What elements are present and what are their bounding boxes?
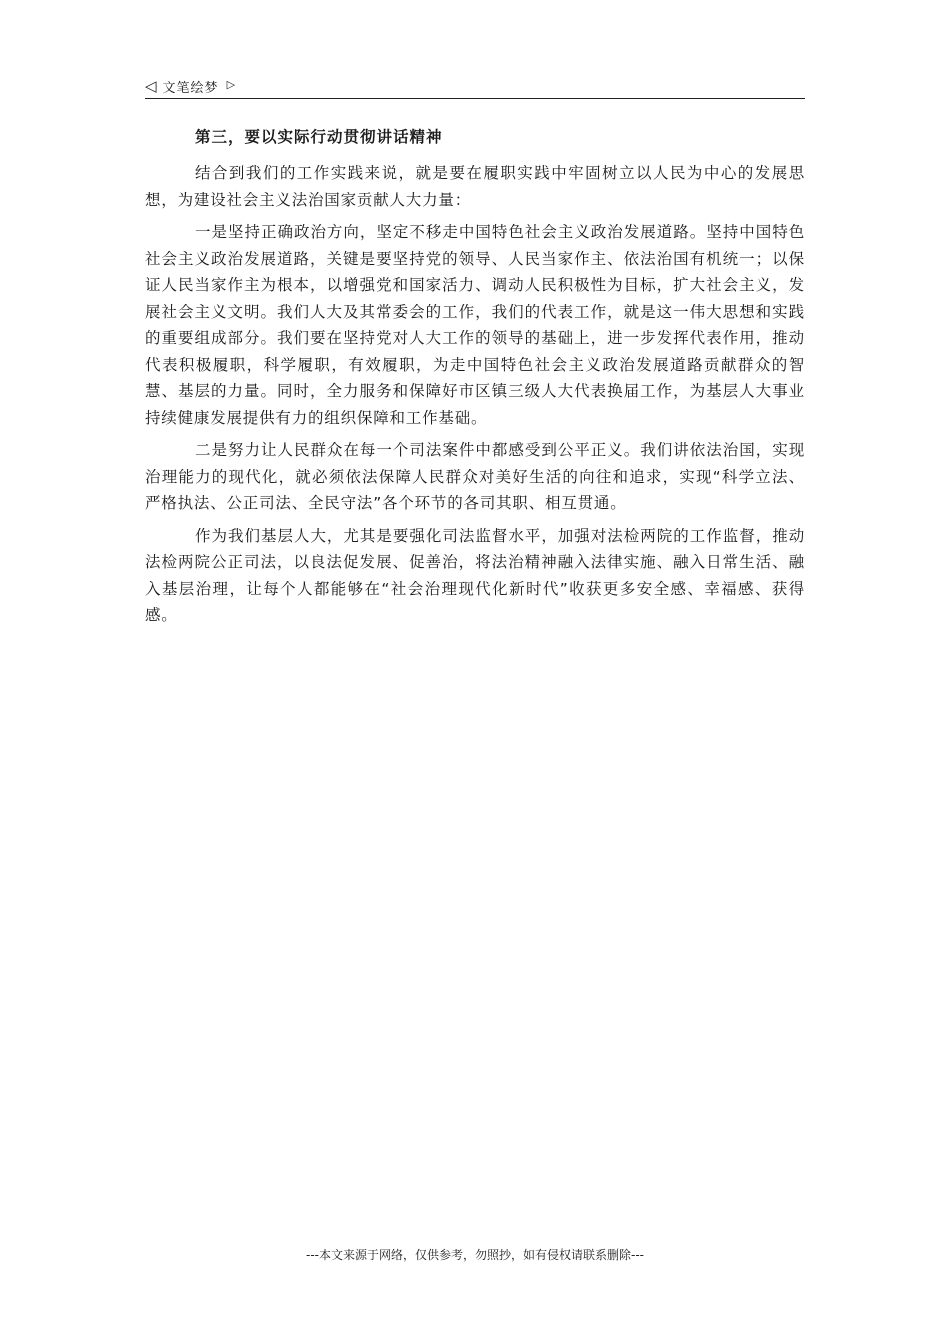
paragraph-point-two: 二是努力让人民群众在每一个司法案件中都感受到公平正义。我们讲依法治国，实现治理能力的现代化，就必须依法保障人民群众对美好生活的向往和追求，实现“科学立法、严格执法、公正司法、全民守法”各个环节的各司其职、相互贯通。 xyxy=(145,441,805,512)
header-brand: 文笔绘梦 xyxy=(162,80,219,96)
paragraph-conclusion: 作为我们基层人大，尤其是要强化司法监督水平，加强对法检两院的工作监督，推动法检两院公正司法，以良法促发展、促善治，将法治精神融入法律实施、融入日常生活、融入基层治理，让每个人都能够在“社会治理现代化新时代”收获更多安全感、幸福感、获得感。 xyxy=(145,526,805,624)
section-heading: 第三，要以实际行动贯彻讲话精神 xyxy=(195,128,443,146)
document-body xyxy=(145,124,805,635)
page-header xyxy=(145,74,805,99)
paragraph-point-one: 一是坚持正确政治方向，坚定不移走中国特色社会主义政治发展道路。坚持中国特色社会主义政治发展道路，关键是要坚持党的领导、人民当家作主、依法治国有机统一；以保证人民当家作主为根本，以增强党和国家活力、调动人民积极性为目标，扩大社会主义，发展社会主义文明。我们人大及其常委会的工作，我们的代表工作，就是这一伟大思想和实践的重要组成部分。我们要在坚持党对人大工作的领导的基础上，进一步发挥代表作用，推动代表积极履职，科学履职，有效履职，为走中国特色社会主义政治发展道路贡献群众的智慧、基层的力量。同时，全力服务和保障好市区镇三级人大代表换届工作，为基层人大事业持续健康发展提供有力的组织保障和工作基础。 xyxy=(145,223,805,427)
paragraph-intro: 结合到我们的工作实践来说，就是要在履职实践中牢固树立以人民为中心的发展思想，为建设社会主义法治国家贡献人大力量： xyxy=(145,164,805,209)
triangle-right-icon: ▷ xyxy=(226,77,236,91)
page-footer-disclaimer: ---本文来源于网络，仅供参考，勿照抄，如有侵权请联系删除--- xyxy=(306,1248,644,1262)
triangle-left-icon: ◁ xyxy=(145,76,157,95)
